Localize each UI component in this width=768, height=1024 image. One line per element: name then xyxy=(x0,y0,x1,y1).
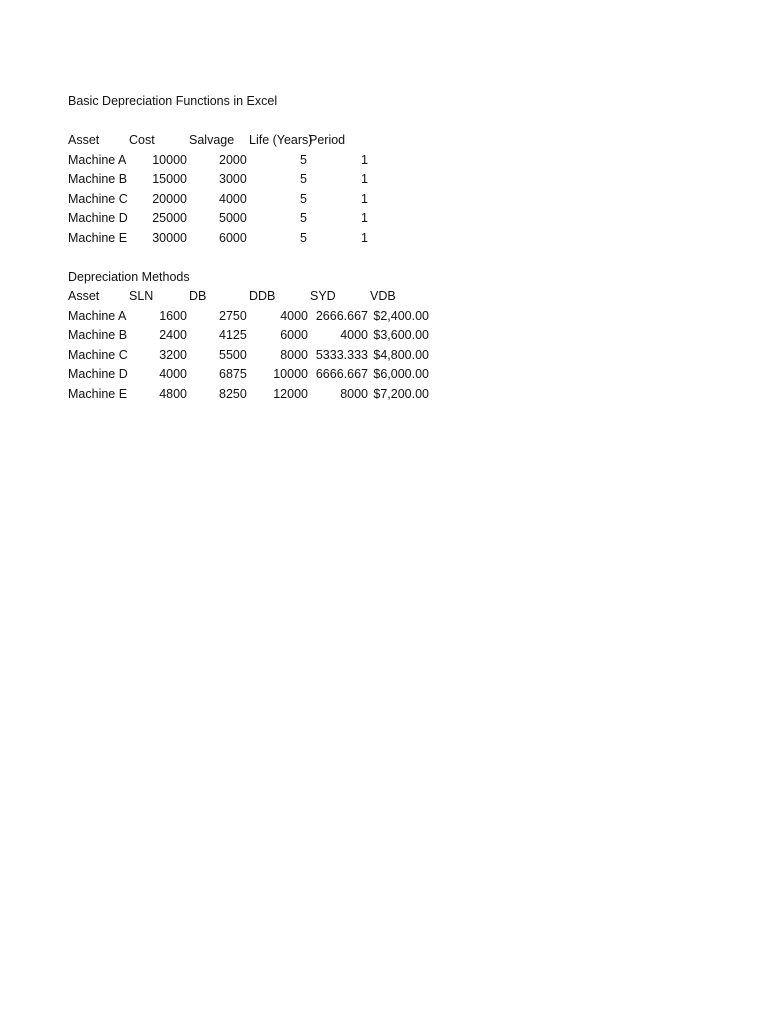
db-value: 6875 xyxy=(219,367,247,381)
life-value: 5 xyxy=(300,191,307,206)
vdb-value: $7,200.00 xyxy=(373,386,429,401)
db-value: 8250 xyxy=(219,386,247,401)
period-value: 1 xyxy=(361,172,368,186)
asset-name: Machine E xyxy=(68,230,128,245)
header-syd: SYD xyxy=(310,289,336,303)
asset-name: Machine A xyxy=(68,308,127,323)
vdb-value: $2,400.00 xyxy=(373,308,429,323)
asset-name: Machine B xyxy=(68,328,128,342)
asset-name: Machine A xyxy=(68,152,127,167)
period-value: 1 xyxy=(361,230,368,245)
salvage-value: 5000 xyxy=(219,211,247,225)
header-asset: Asset xyxy=(68,289,100,303)
cost-value: 10000 xyxy=(152,152,187,167)
cost-value: 20000 xyxy=(152,191,187,206)
header-period: Period xyxy=(309,133,346,147)
cost-value: 25000 xyxy=(152,211,187,225)
methods-section-title: Depreciation Methods xyxy=(68,269,190,284)
syd-value: 6666.667 xyxy=(315,367,368,381)
asset-name: Machine B xyxy=(68,172,128,186)
ddb-value: 4000 xyxy=(280,308,308,323)
asset-name: Machine C xyxy=(68,191,128,206)
life-value: 5 xyxy=(300,211,307,225)
db-value: 5500 xyxy=(219,347,247,362)
header-db: DB xyxy=(189,289,207,303)
db-value: 2750 xyxy=(219,308,247,323)
db-value: 4125 xyxy=(219,328,247,342)
sln-value: 4800 xyxy=(159,386,187,401)
period-value: 1 xyxy=(361,211,368,225)
header-asset: Asset xyxy=(68,133,100,147)
salvage-value: 4000 xyxy=(219,191,247,206)
header-vdb: VDB xyxy=(370,289,396,303)
asset-name: Machine E xyxy=(68,386,128,401)
syd-value: 2666.667 xyxy=(315,308,368,323)
asset-name: Machine D xyxy=(68,367,128,381)
header-ddb: DDB xyxy=(249,289,276,303)
asset-name: Machine D xyxy=(68,211,128,225)
asset-name: Machine C xyxy=(68,347,128,362)
header-life-years: Life (Years) xyxy=(249,133,313,147)
sln-value: 3200 xyxy=(159,347,187,362)
header-cost: Cost xyxy=(129,133,155,147)
salvage-value: 6000 xyxy=(219,230,247,245)
life-value: 5 xyxy=(300,172,307,186)
header-salvage: Salvage xyxy=(189,133,235,147)
ddb-value: 6000 xyxy=(280,328,308,342)
ddb-value: 12000 xyxy=(273,386,308,401)
ddb-value: 10000 xyxy=(273,367,308,381)
sln-value: 2400 xyxy=(159,328,187,342)
cost-value: 15000 xyxy=(152,172,187,186)
header-sln: SLN xyxy=(129,289,154,303)
period-value: 1 xyxy=(361,191,368,206)
life-value: 5 xyxy=(300,152,307,167)
syd-value: 5333.333 xyxy=(315,347,368,362)
salvage-value: 3000 xyxy=(219,172,247,186)
vdb-value: $6,000.00 xyxy=(373,367,429,381)
sln-value: 4000 xyxy=(159,367,187,381)
vdb-value: $4,800.00 xyxy=(373,347,429,362)
salvage-value: 2000 xyxy=(219,152,247,167)
vdb-value: $3,600.00 xyxy=(373,328,429,342)
syd-value: 8000 xyxy=(340,386,368,401)
syd-value: 4000 xyxy=(340,328,368,342)
sln-value: 1600 xyxy=(159,308,187,323)
ddb-value: 8000 xyxy=(280,347,308,362)
cost-value: 30000 xyxy=(152,230,187,245)
sheet-title: Basic Depreciation Functions in Excel xyxy=(68,94,278,108)
life-value: 5 xyxy=(300,230,307,245)
period-value: 1 xyxy=(361,152,368,167)
